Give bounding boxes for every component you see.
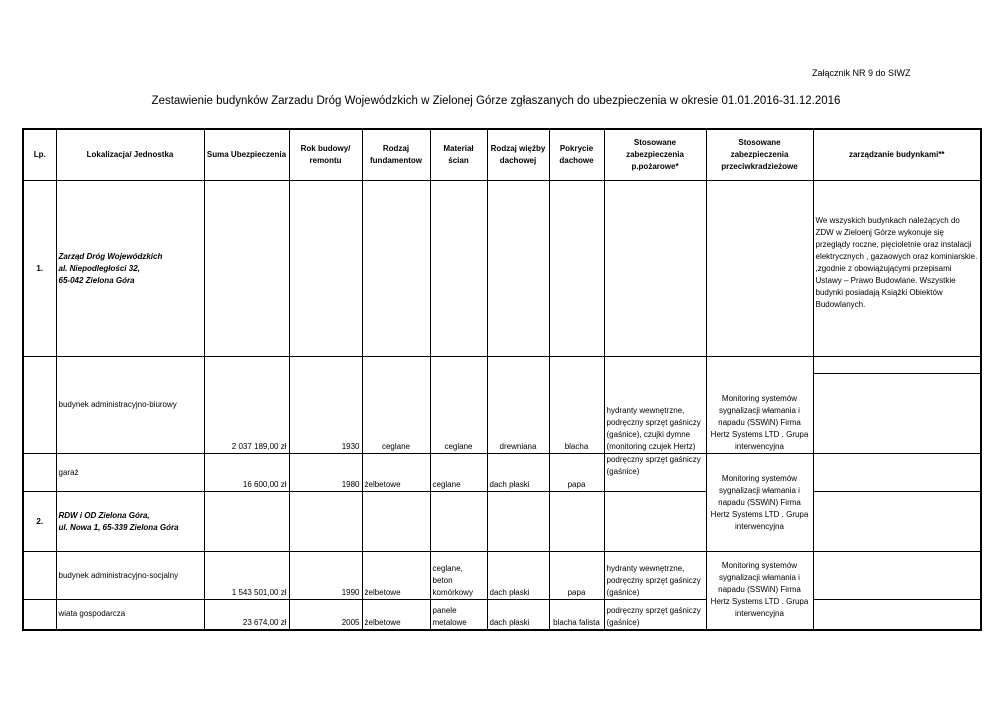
roof-truss: dach płaski [487, 552, 549, 600]
theft-protection: Monitoring systemów sygnalizacji włamania i napadu (SSWiN) Firma Hertz Systems LTD . Grupa interwencyjna [706, 454, 813, 552]
build-year: 2005 [289, 600, 362, 630]
fire-protection: podręczny sprzęt gaśniczy (gaśnice) [604, 600, 706, 630]
roof-covering: papa [549, 454, 604, 492]
roof-covering: blacha falista [549, 600, 604, 630]
fire-protection: hydranty wewnętrzne, podręczny sprzęt gaśniczy (gaśnice), czujki dymne (monitoring czujek Hertz) [604, 357, 706, 454]
header-wiezba: Rodzaj więźby dachowej [487, 129, 549, 181]
roof-truss: dach płaski [487, 600, 549, 630]
section-name-line: Zarząd Dróg Wojewódzkich [58, 251, 163, 261]
table-row [23, 357, 981, 454]
building-name: budynek administracyjno-socjalny [56, 552, 204, 600]
header-zarzadzanie: zarządzanie budynkami** [813, 129, 981, 181]
section-name-line: RDW i OD Zielona Góra, [58, 510, 150, 520]
header-wlamanie: Stosowane zabezpieczenia przeciwkradzieżowe [706, 129, 813, 181]
roof-covering: papa [549, 552, 604, 600]
wall-material: ceglane, beton komórkowy [430, 552, 487, 600]
insured-sum: 16 600,00 zł [204, 454, 289, 492]
build-year: 1980 [289, 454, 362, 492]
building-name: wiata gospodarcza [56, 600, 204, 630]
insured-sum: 23 674,00 zł [204, 600, 289, 630]
insured-sum: 1 543 501,00 zł [204, 552, 289, 600]
section-name-line: 65-042 Zielona Góra [58, 275, 135, 285]
table-row [23, 600, 981, 630]
theft-protection: Monitoring systemów sygnalizacji włamania i napadu (SSWiN) Firma Hertz Systems LTD . Grupa interwencyjna [706, 552, 813, 630]
attachment-label: Załącznik NR 9 do SIWZ [812, 68, 911, 78]
foundation-type: żelbetowe [362, 454, 430, 492]
section-row [23, 492, 981, 552]
table-row [23, 552, 981, 600]
build-year: 1990 [289, 552, 362, 600]
buildings-table [22, 128, 982, 631]
roof-covering: blacha [549, 357, 604, 454]
page-title: Zestawienie budynków Zarzadu Dróg Wojewódzkich w Zielonej Górze zgłaszanych do ubezpieczenia w okresie 01.01.2016-31.12.2016 [151, 95, 841, 107]
header-fundamenty: Rodzaj fundamentow [362, 129, 430, 181]
section-number: 2. [23, 492, 56, 552]
section-name-line: ul. Nowa 1, 65-339 Zielona Góra [58, 522, 179, 532]
section-name [56, 181, 204, 357]
header-rok: Rok budowy/ remontu [289, 129, 362, 181]
section-name [56, 492, 204, 552]
theft-protection: Monitoring systemów sygnalizacji włamania i napadu (SSWiN) Firma Hertz Systems LTD . Grupa interwencyjna [706, 357, 813, 454]
header-suma: Suma Ubezpieczenia [204, 129, 289, 181]
wall-material: panele metalowe [430, 600, 487, 630]
section-number: 1. [23, 181, 56, 357]
insured-sum: 2 037 189,00 zł [204, 357, 289, 454]
roof-truss: drewniana [487, 357, 549, 454]
foundation-type: żelbetowe [362, 600, 430, 630]
header-pokrycie: Pokrycie dachowe [549, 129, 604, 181]
section-name-line: al. Niepodległości 32, [58, 263, 140, 273]
roof-truss: dach płaski [487, 454, 549, 492]
foundation-type: ceglane [362, 357, 430, 454]
foundation-type: żelbetowe [362, 552, 430, 600]
management-note: We wszyskich budynkach należących do ZDW w Zieloenj Górze wykonuje się przeglądy roczne, pięcioletnie oraz instalacji elektrycznych , gazaowych oraz kominiarskie. ,zgodnie z obowiązującymi przepisami Ustawy – Prawo Budowlane. Wszystkie budynki posiadają Książki Obiektów Budowlanych. [813, 181, 981, 357]
header-ppoz: Stosowane zabezpieczenia p.pożarowe* [604, 129, 706, 181]
section-row [23, 181, 981, 357]
header-lokalizacja: Lokalizacja/ Jednostka [56, 129, 204, 181]
fire-protection: hydranty wewnętrzne, podręczny sprzęt gaśniczy (gaśnice) [604, 552, 706, 600]
fire-protection: podręczny sprzęt gaśniczy (gaśnice) [604, 454, 706, 492]
building-name: garaż [56, 454, 204, 492]
header-lp: Lp. [23, 129, 56, 181]
build-year: 1930 [289, 357, 362, 454]
building-name: budynek administracyjno-biurowy [56, 357, 204, 454]
header-sciany: Materiał ścian [430, 129, 487, 181]
wall-material: ceglane [430, 454, 487, 492]
header-row [23, 129, 981, 181]
wall-material: ceglane [430, 357, 487, 454]
table-row [23, 454, 981, 492]
